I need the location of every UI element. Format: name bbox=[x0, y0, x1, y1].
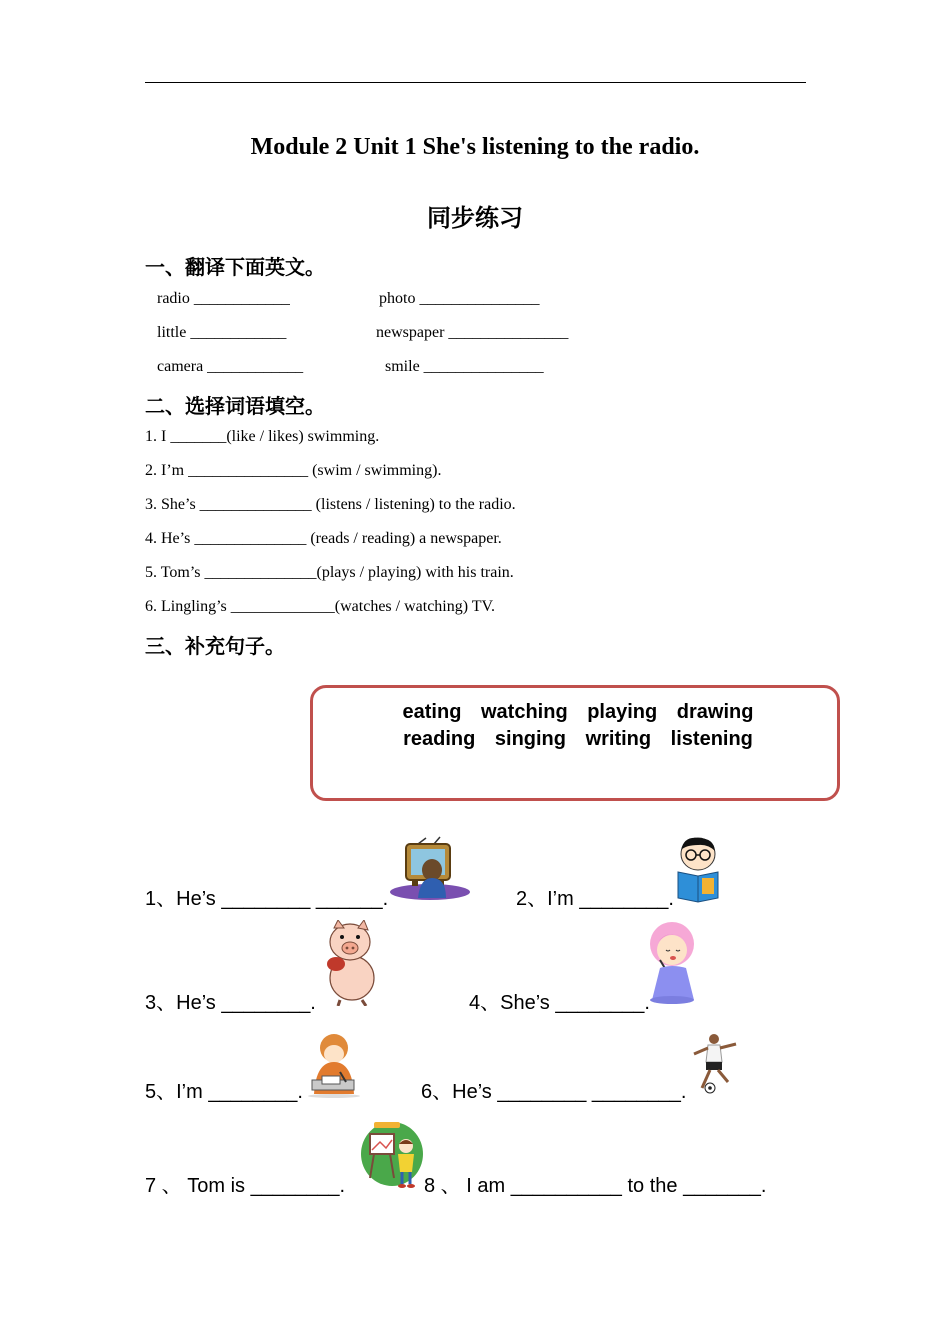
fill-item-6: 6. Lingling’s _____________(watches / watching) TV. bbox=[145, 598, 496, 615]
word-watching: watching bbox=[480, 701, 568, 723]
word-bank-row-2 bbox=[313, 728, 843, 751]
word-singing: singing bbox=[494, 728, 566, 750]
header-rule bbox=[145, 82, 806, 83]
fill-item-1: 1. I _______(like / likes) swimming. bbox=[145, 428, 380, 445]
girl-singing-picture bbox=[644, 920, 702, 1006]
word-bank-row-1 bbox=[313, 701, 843, 724]
vocab-smile: smile _______________ bbox=[385, 358, 544, 375]
vocab-newspaper: newspaper _______________ bbox=[376, 324, 569, 341]
word-writing: writing bbox=[585, 728, 652, 750]
sentence-8: 8 、 I am __________ to the _______. bbox=[424, 1175, 767, 1197]
page-subtitle: 同步练习 bbox=[427, 204, 523, 232]
section2-heading: 二、选择词语填空。 bbox=[145, 394, 325, 418]
word-drawing: drawing bbox=[676, 701, 754, 723]
man-playing-football-picture bbox=[688, 1032, 744, 1094]
boy-writing-picture bbox=[304, 1032, 362, 1098]
page-title: Module 2 Unit 1 She's listening to the radio. bbox=[250, 134, 700, 160]
sentence-7: 7 、 Tom is ________. bbox=[145, 1175, 346, 1197]
word-reading: reading bbox=[403, 728, 476, 750]
boy-reading-book-picture bbox=[672, 836, 724, 904]
vocab-little: little ____________ bbox=[157, 324, 287, 341]
fill-item-2: 2. I’m _______________ (swim / swimming). bbox=[145, 462, 442, 479]
sentence-3: 3、He’s ________. bbox=[145, 992, 316, 1014]
sentence-6: 6、He’s ________ ________. bbox=[421, 1081, 687, 1103]
vocab-camera: camera ____________ bbox=[157, 358, 304, 375]
section1-heading: 一、翻译下面英文。 bbox=[145, 255, 325, 279]
sentence-5: 5、I’m ________. bbox=[145, 1081, 303, 1103]
vocab-radio: radio ____________ bbox=[157, 290, 290, 307]
boy-watching-tv-picture bbox=[388, 836, 472, 902]
word-bank-box bbox=[310, 685, 840, 801]
pig-eating-picture bbox=[318, 920, 380, 1006]
word-listening: listening bbox=[670, 728, 753, 750]
fill-item-4: 4. He’s ______________ (reads / reading) a newspaper. bbox=[145, 530, 502, 547]
sentence-2: 2、I’m ________. bbox=[516, 888, 674, 910]
section3-heading: 三、补充句子。 bbox=[145, 634, 285, 658]
vocab-photo: photo _______________ bbox=[379, 290, 540, 307]
word-playing: playing bbox=[587, 701, 658, 723]
fill-item-5: 5. Tom’s ______________(plays / playing) with his train. bbox=[145, 564, 514, 581]
fill-item-3: 3. She’s ______________ (listens / listening) to the radio. bbox=[145, 496, 516, 513]
boy-drawing-picture bbox=[360, 1120, 426, 1190]
sentence-1: 1、He’s ________ ______. bbox=[145, 888, 389, 910]
sentence-4: 4、She’s ________. bbox=[469, 992, 650, 1014]
word-eating: eating bbox=[402, 701, 462, 723]
